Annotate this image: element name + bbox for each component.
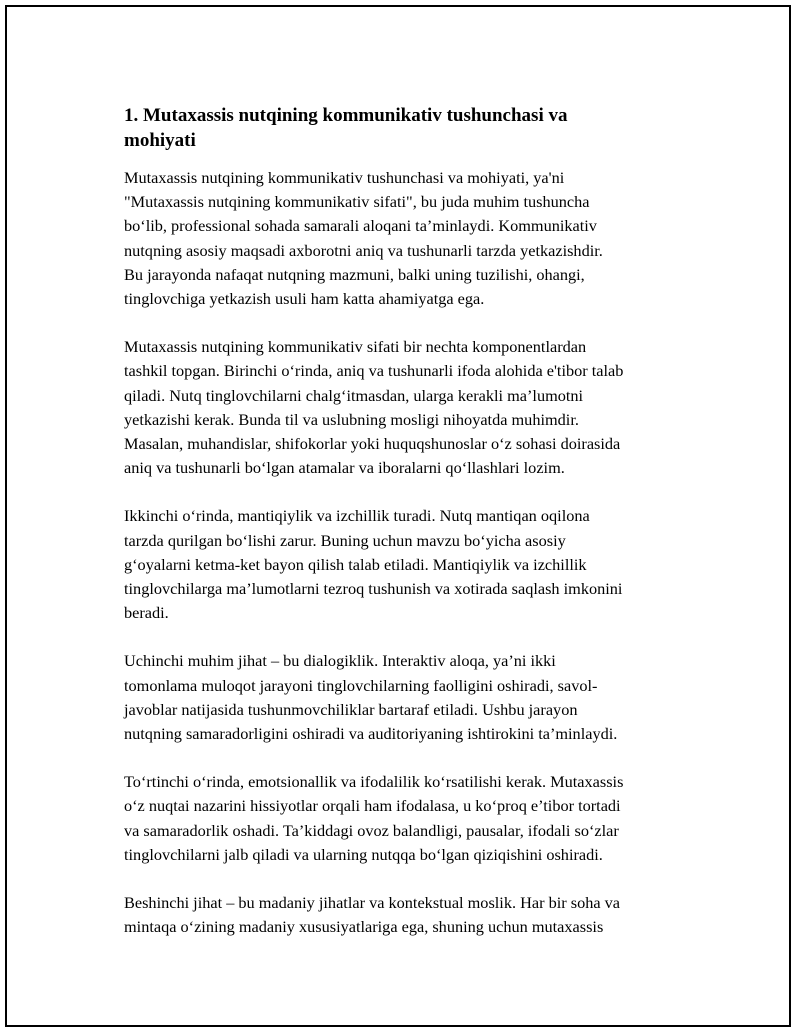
document-body: [124, 103, 694, 963]
paragraph-intro: Mutaxassis nutqining kommunikativ tushunchasi va mohiyati, ya'ni "Mutaxassis nutqining kommunikativ sifati", bu juda muhim tushuncha bo‘lib, professional sohada samarali aloqani ta’minlaydi. Kommunikativ nutqning asosiy maqsadi axborotni aniq va tushunarli tarzda yetkazishdir. Bu jarayonda nafaqat nutqning mazmuni, balki uning tuzilishi, ohangi, tinglovchiga yetkazish usuli ham katta ahamiyatga ega.: [124, 168, 603, 309]
page-frame: [5, 5, 791, 1027]
section-heading: 1. Mutaxassis nutqining kommunikativ tushunchasi va mohiyati: [124, 105, 568, 151]
paragraph-culture: Beshinchi jihat – bu madaniy jihatlar va kontekstual moslik. Har bir soha va mintaqa o‘zining madaniy xususiyatlariga ega, shuning uchun mutaxassis: [124, 893, 621, 937]
paragraph-components: Mutaxassis nutqining kommunikativ sifati bir nechta komponentlardan tashkil topgan. Birinchi o‘rinda, aniq va tushunarli ifoda alohida e'tibor talab qiladi. Nutq tinglovchilarni chalg‘itmasdan, ularga kerakli ma’lumotni yetkazishi kerak. Bunda til va uslubning mosligi nihoyatda muhimdir. Masalan, muhandislar, shifokorlar yoki huquqshunoslar o‘z sohasi doirasida aniq va tushunarli bo‘lgan atamalar va iboralarni qo‘llashlari lozim.: [124, 337, 624, 478]
paragraph-logic: Ikkinchi o‘rinda, mantiqiylik va izchillik turadi. Nutq mantiqan oqilona tarzda qurilgan bo‘lishi zarur. Buning uchun mavzu bo‘yicha asosiy g‘oyalarni ketma-ket bayon qilish talab etiladi. Mantiqiylik va izchillik tinglovchilarga ma’lumotlarni tezroq tushunish va xotirada saqlash imkonini beradi.: [124, 506, 623, 623]
paragraph-emotion: To‘rtinchi o‘rinda, emotsionallik va ifodalilik ko‘rsatilishi kerak. Mutaxassis o‘z nuqtai nazarini hissiyotlar orqali ham ifodalasa, u ko‘proq e’tibor tortadi va samaradorlik oshadi. Ta’kiddagi ovoz balandligi, pausalar, ifodali so‘zlar tinglovchilarni jalb qiladi va ularning nutqqa bo‘lgan qiziqishini oshiradi.: [124, 772, 624, 864]
paragraph-dialogue: Uchinchi muhim jihat – bu dialogiklik. Interaktiv aloqa, ya’ni ikki tomonlama muloqot jarayoni tinglovchilarning faolligini oshiradi, savol- javoblar natijasida tushunmovchiliklar bartaraf etiladi. Ushbu jarayon nutqning samaradorligini oshiradi va auditoriyaning ishtirokini ta’minlaydi.: [124, 651, 618, 744]
